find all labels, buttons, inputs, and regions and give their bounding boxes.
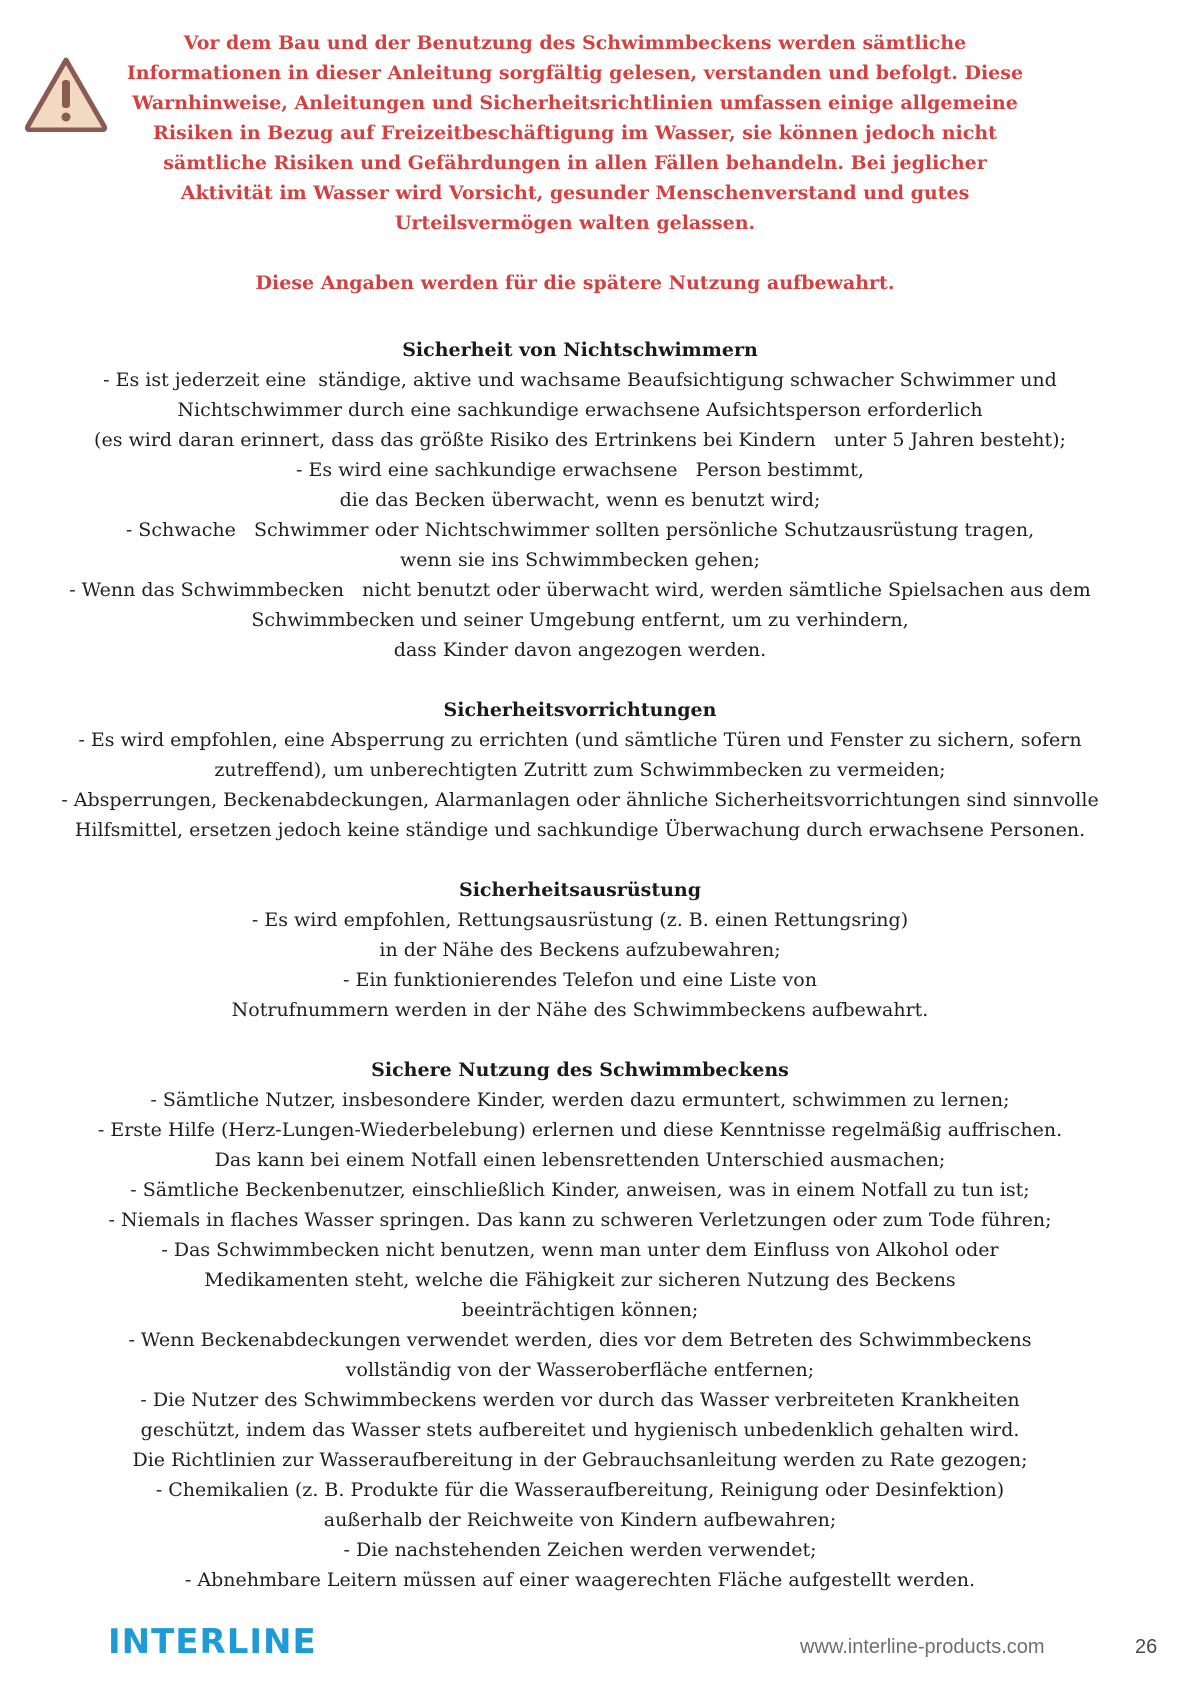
section-line: Schwimmbecken und seiner Umgebung entfernt, um zu verhindern, bbox=[251, 609, 909, 631]
section-line: - Es wird eine sachkundige erwachsene Person bestimmt, bbox=[296, 459, 864, 481]
section-line: - Sämtliche Nutzer, insbesondere Kinder, werden dazu ermuntert, schwimmen zu lernen; bbox=[150, 1089, 1010, 1111]
section-line: - Es wird empfohlen, Rettungsausrüstung (z. B. einen Rettungsring) bbox=[251, 909, 909, 931]
section bbox=[30, 875, 1130, 1025]
section-line: die das Becken überwacht, wenn es benutzt wird; bbox=[339, 489, 821, 511]
section-line: - Absperrungen, Beckenabdeckungen, Alarmanlagen oder ähnliche Sicherheitsvorrichtungen sind sinnvolle bbox=[61, 789, 1099, 811]
warning-triangle-icon bbox=[24, 56, 108, 132]
section-title: Sicherheitsausrüstung bbox=[458, 879, 702, 901]
section-line: beeinträchtigen können; bbox=[461, 1299, 699, 1321]
section-title: Sicherheitsvorrichtungen bbox=[443, 699, 717, 721]
section-line: Medikamenten steht, welche die Fähigkeit zur sicheren Nutzung des Beckens bbox=[204, 1269, 956, 1291]
section-line: - Schwache Schwimmer oder Nichtschwimmer sollten persönliche Schutzausrüstung tragen, bbox=[125, 519, 1035, 541]
warning-line: Risiken in Bezug auf Freizeitbeschäftigung im Wasser, sie können jedoch nicht bbox=[153, 122, 997, 144]
safety-warning-notice bbox=[110, 28, 1040, 298]
section-line: außerhalb der Reichweite von Kindern aufbewahren; bbox=[323, 1509, 837, 1531]
section-line: - Chemikalien (z. B. Produkte für die Wasseraufbereitung, Reinigung oder Desinfektion) bbox=[155, 1479, 1005, 1501]
section-line: zutreffend), um unberechtigten Zutritt zum Schwimmbecken zu vermeiden; bbox=[214, 759, 946, 781]
section-line: (es wird daran erinnert, dass das größte Risiko des Ertrinkens bei Kindern unter 5 Jahren besteht); bbox=[94, 429, 1066, 451]
warning-paragraph bbox=[110, 28, 1040, 238]
section-line: - Die nachstehenden Zeichen werden verwendet; bbox=[343, 1539, 817, 1561]
warning-line: Informationen in dieser Anleitung sorgfältig gelesen, verstanden und befolgt. Diese bbox=[126, 62, 1024, 84]
footer-url: www.interline-products.com bbox=[800, 1636, 1045, 1658]
warning-line: Urteilsvermögen walten gelassen. bbox=[394, 212, 756, 234]
section-line: - Abnehmbare Leitern müssen auf einer waagerechten Fläche aufgestellt werden. bbox=[184, 1569, 976, 1591]
section-title: Sicherheit von Nichtschwimmern bbox=[402, 339, 758, 361]
safety-sections bbox=[30, 335, 1130, 1595]
warning-line: sämtliche Risiken und Gefährdungen in allen Fällen behandeln. Bei jeglicher bbox=[163, 152, 987, 174]
section-line: - Es ist jederzeit eine ständige, aktive und wachsame Beaufsichtigung schwacher Schwimmer und bbox=[103, 369, 1057, 391]
section-line: vollständig von der Wasseroberfläche entfernen; bbox=[345, 1359, 815, 1381]
section-line: - Wenn das Schwimmbecken nicht benutzt oder überwacht wird, werden sämtliche Spielsachen aus dem bbox=[69, 579, 1091, 601]
section-line: - Niemals in flaches Wasser springen. Das kann zu schweren Verletzungen oder zum Tode führen; bbox=[108, 1209, 1052, 1231]
section bbox=[30, 1055, 1130, 1595]
interline-logo: INTERLINE bbox=[108, 1622, 317, 1662]
section-line: Nichtschwimmer durch eine sachkundige erwachsene Aufsichtsperson erforderlich bbox=[177, 399, 983, 421]
section-line: geschützt, indem das Wasser stets aufbereitet und hygienisch unbedenklich gehalten wird. bbox=[140, 1419, 1020, 1441]
section-line: Die Richtlinien zur Wasseraufbereitung in der Gebrauchsanleitung werden zu Rate gezogen; bbox=[132, 1449, 1028, 1471]
section-line: - Ein funktionierendes Telefon und eine Liste von bbox=[343, 969, 817, 991]
warning-line: Vor dem Bau und der Benutzung des Schwimmbeckens werden sämtliche bbox=[183, 32, 967, 54]
section-line: - Erste Hilfe (Herz-Lungen-Wiederbelebung) erlernen und diese Kenntnisse regelmäßig auffrischen. bbox=[97, 1119, 1063, 1141]
section bbox=[30, 335, 1130, 665]
warning-line: Warnhinweise, Anleitungen und Sicherheitsrichtlinien umfassen einige allgemeine bbox=[132, 92, 1018, 114]
section-line: wenn sie ins Schwimmbecken gehen; bbox=[399, 549, 761, 571]
section-line: Das kann bei einem Notfall einen lebensrettenden Unterschied ausmachen; bbox=[214, 1149, 946, 1171]
keep-for-reference-notice: Diese Angaben werden für die spätere Nutzung aufbewahrt. bbox=[255, 272, 895, 294]
section-title: Sichere Nutzung des Schwimmbeckens bbox=[371, 1059, 789, 1081]
section-line: Hilfsmittel, ersetzen jedoch keine ständige und sachkundige Überwachung durch erwachsene Personen. bbox=[74, 819, 1086, 841]
page-number: 26 bbox=[1135, 1636, 1158, 1658]
section bbox=[30, 695, 1130, 845]
section-line: Notrufnummern werden in der Nähe des Schwimmbeckens aufbewahrt. bbox=[231, 999, 929, 1021]
section-line: - Sämtliche Beckenbenutzer, einschließlich Kinder, anweisen, was in einem Notfall zu tun ist; bbox=[130, 1179, 1030, 1201]
section-line: - Es wird empfohlen, eine Absperrung zu errichten (und sämtliche Türen und Fenster zu sichern, sofern bbox=[78, 729, 1082, 751]
section-line: - Das Schwimmbecken nicht benutzen, wenn man unter dem Einfluss von Alkohol oder bbox=[161, 1239, 999, 1261]
section-line: - Wenn Beckenabdeckungen verwendet werden, dies vor dem Betreten des Schwimmbeckens bbox=[128, 1329, 1032, 1351]
section-line: in der Nähe des Beckens aufzubewahren; bbox=[379, 939, 781, 961]
section-line: - Die Nutzer des Schwimmbeckens werden vor durch das Wasser verbreiteten Krankheiten bbox=[140, 1389, 1020, 1411]
section-line: dass Kinder davon angezogen werden. bbox=[393, 639, 767, 661]
warning-line: Aktivität im Wasser wird Vorsicht, gesunder Menschenverstand und gutes bbox=[180, 182, 970, 204]
